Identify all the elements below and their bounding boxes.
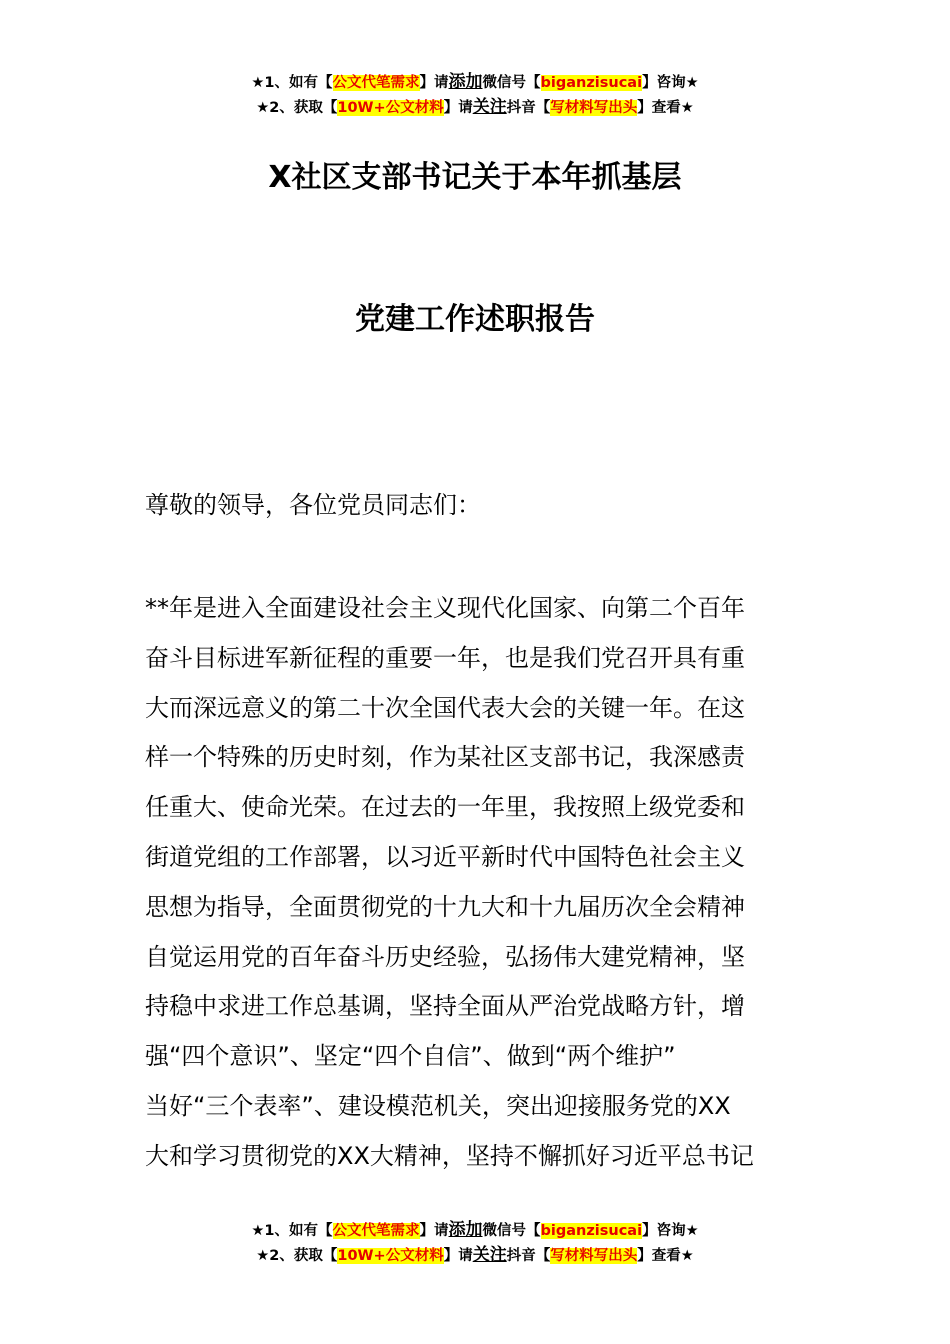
body-line: **年是进入全面建设社会主义现代化国家、向第二个百年 xyxy=(145,594,745,622)
banner-text: ★1、如有【 xyxy=(251,1223,333,1239)
body-line: 持稳中求进工作总基调，坚持全面从严治党战略方针，增 xyxy=(145,992,745,1021)
body-line: 样一个特殊的历史时刻，作为某社区支部书记，我深感责 xyxy=(145,743,745,772)
banner-text: 】查看★ xyxy=(637,100,694,116)
banner-text: 】请 xyxy=(443,100,473,116)
body-line: 思想为指导，全面贯彻党的十九大和十九届历次全会精神 xyxy=(145,892,745,921)
body-line: 自觉运用党的百年奋斗历史经验，弘扬伟大建党精神，坚 xyxy=(145,942,745,971)
header-banner xyxy=(0,70,950,120)
body-line: 当好“三个表率”、建设模范机关，突出迎接服务党的XX xyxy=(145,1091,731,1120)
banner-text: ★1、如有【 xyxy=(251,75,333,91)
banner-text: 微信号【 xyxy=(482,1223,541,1239)
banner-text: 抖音【 xyxy=(506,100,551,116)
banner-underlined: 关注 xyxy=(472,1245,507,1265)
banner-underlined: 添加 xyxy=(448,1220,483,1240)
banner-highlight: 写材料写出头 xyxy=(550,1248,638,1264)
banner-wechat-id: biganzisucai xyxy=(540,1223,643,1239)
banner-line-2 xyxy=(0,1243,950,1268)
banner-highlight: 公文代笔需求 xyxy=(332,75,420,91)
document-title-line-2: 党建工作述职报告 xyxy=(355,302,595,337)
banner-text: 】请 xyxy=(419,75,449,91)
body-line: 大而深远意义的第二十次全国代表大会的关键一年。在这 xyxy=(145,693,745,722)
body-line: 奋斗目标进军新征程的重要一年，也是我们党召开具有重 xyxy=(145,643,745,672)
banner-underlined: 添加 xyxy=(448,72,483,92)
banner-text: 】咨询★ xyxy=(642,1223,699,1239)
banner-highlight: 10W+公文材料 xyxy=(337,100,444,116)
banner-text: ★2、获取【 xyxy=(256,1248,338,1264)
footer-banner xyxy=(0,1218,950,1268)
body-paragraph xyxy=(145,584,809,1182)
banner-text: ★2、获取【 xyxy=(256,100,338,116)
body-line: 街道党组的工作部署，以习近平新时代中国特色社会主义 xyxy=(145,842,745,871)
banner-highlight: 公文代笔需求 xyxy=(332,1223,420,1239)
document-title-line-1: X社区支部书记关于本年抓基层 xyxy=(268,160,682,195)
banner-highlight: 10W+公文材料 xyxy=(337,1248,444,1264)
banner-text: 】请 xyxy=(443,1248,473,1264)
salutation: 尊敬的领导，各位党员同志们： xyxy=(145,491,481,519)
banner-text: 】查看★ xyxy=(637,1248,694,1264)
body-line: 大和学习贯彻党的XX大精神，坚持不懈抓好习近平总书记 xyxy=(145,1141,754,1170)
banner-text: 】咨询★ xyxy=(642,75,699,91)
body-line: 强“四个意识”、坚定“四个自信”、做到“两个维护” xyxy=(145,1042,676,1071)
banner-highlight: 写材料写出头 xyxy=(550,100,638,116)
banner-wechat-id: biganzisucai xyxy=(540,75,643,91)
banner-underlined: 关注 xyxy=(472,97,507,117)
banner-line-1 xyxy=(0,70,950,95)
body-line: 任重大、使命光荣。在过去的一年里，我按照上级党委和 xyxy=(145,793,745,822)
banner-text: 微信号【 xyxy=(482,75,541,91)
banner-line-1 xyxy=(0,1218,950,1243)
banner-line-2 xyxy=(0,95,950,120)
banner-text: 抖音【 xyxy=(506,1248,551,1264)
banner-text: 】请 xyxy=(419,1223,449,1239)
